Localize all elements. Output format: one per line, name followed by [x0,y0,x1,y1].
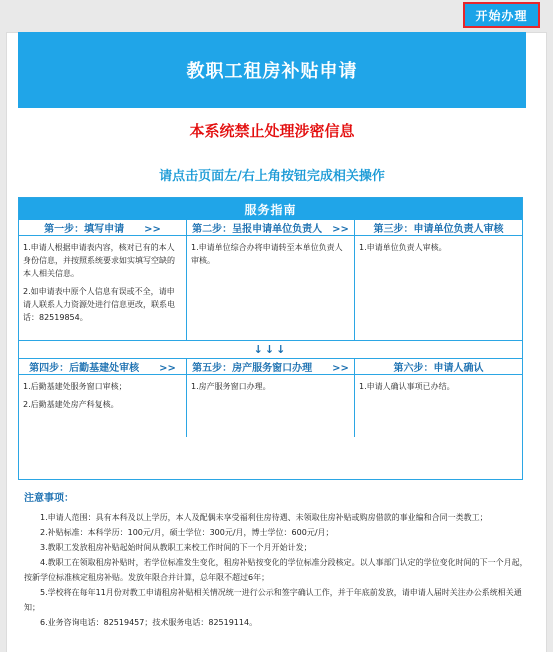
steps-desc-row-2 [19,375,522,437]
step-1-item-2: 2.如申请表中原个人信息有误或不全，请申请人联系人力资源处进行信息更改，联系电话：82519854。 [23,287,175,322]
step-5-description [186,375,354,437]
step-5-item-1: 1.房产服务窗口办理。 [191,382,271,391]
step-4-header: 第四步：后勤基建处审核 >> [29,363,176,374]
note-item-6: 6.业务咨询电话：82519457；技术服务电话：82519114。 [40,618,258,627]
step-1-header: 第一步：填写申请 >> [44,224,161,235]
service-guide [18,197,523,480]
steps-row-2 [19,359,522,375]
step-3-description [354,236,522,340]
down-arrows-icon: ↓↓↓ [19,341,522,359]
step-2-description [186,236,354,340]
step-3-item-1: 1.申请单位负责人审核。 [359,243,447,252]
operation-hint: 请点击页面左/右上角按钮完成相关操作 [159,169,385,184]
step-4-item-1: 1.后勤基建处服务窗口审核； [23,382,127,391]
step-6-header: 第六步：申请人确认 [354,359,522,374]
service-guide-title: 服务指南 [19,198,522,220]
note-item-3: 3.教职工发放租房补贴起始时间从教职工来校工作时间的下一个月开始计发； [40,543,312,552]
note-item-2: 2.补贴标准：本科学历：100元/月，硕士学位：300元/月，博士学位：600元/月； [40,528,334,537]
step-5-header: 第五步：房产服务窗口办理 >> [186,359,354,374]
notes-title: 注意事项： [24,493,74,504]
note-item-4: 4.教职工在领取租房补贴时，若学位标准发生变化，租房补贴按变化的学位标准分段核定。以人事部门认定的学位变化时间的下一个月起，按新学位标准核定租房补贴。发放年限合并计算，总年限不超过6年； [24,558,528,582]
note-item-5: 5.学校将在每年11月份对教工申请租房补贴相关情况统一进行公示和签字确认工作，并于年底前发放，请申请人届时关注办公系统相关通知； [24,588,522,612]
notes-section [24,491,530,630]
steps-desc-row-1 [19,236,522,341]
note-item-1: 1.申请人范围：具有本科及以上学历，本人及配偶未享受福利住房待遇、未领取住房补贴或购房借款的事业编和合同一类教工； [40,513,488,522]
step-3-header: 第三步：申请单位负责人审核 [354,220,522,235]
step-2-item-1: 1.申请单位综合办将申请转至本单位负责人审核。 [191,243,343,265]
start-processing-button[interactable]: 开始办理 [463,2,540,28]
step-1-item-1: 1.申请人根据申请表内容，核对已有的本人身份信息，并按照系统要求如实填写空缺的本人相关信息。 [23,243,175,278]
step-6-description [354,375,522,437]
page-title-banner [18,32,526,108]
security-warning: 本系统禁止处理涉密信息 [189,122,355,140]
step-1-description [19,236,186,340]
step-4-item-2: 2.后勤基建处房产科复核。 [23,400,119,409]
step-6-item-1: 1.申请人确认事项已办结。 [359,382,455,391]
step-4-description [19,375,186,437]
step-2-header: 第二步：呈报申请单位负责人 >> [186,220,354,235]
steps-row-1 [19,220,522,236]
page-title: 教职工租房补贴申请 [186,61,358,82]
